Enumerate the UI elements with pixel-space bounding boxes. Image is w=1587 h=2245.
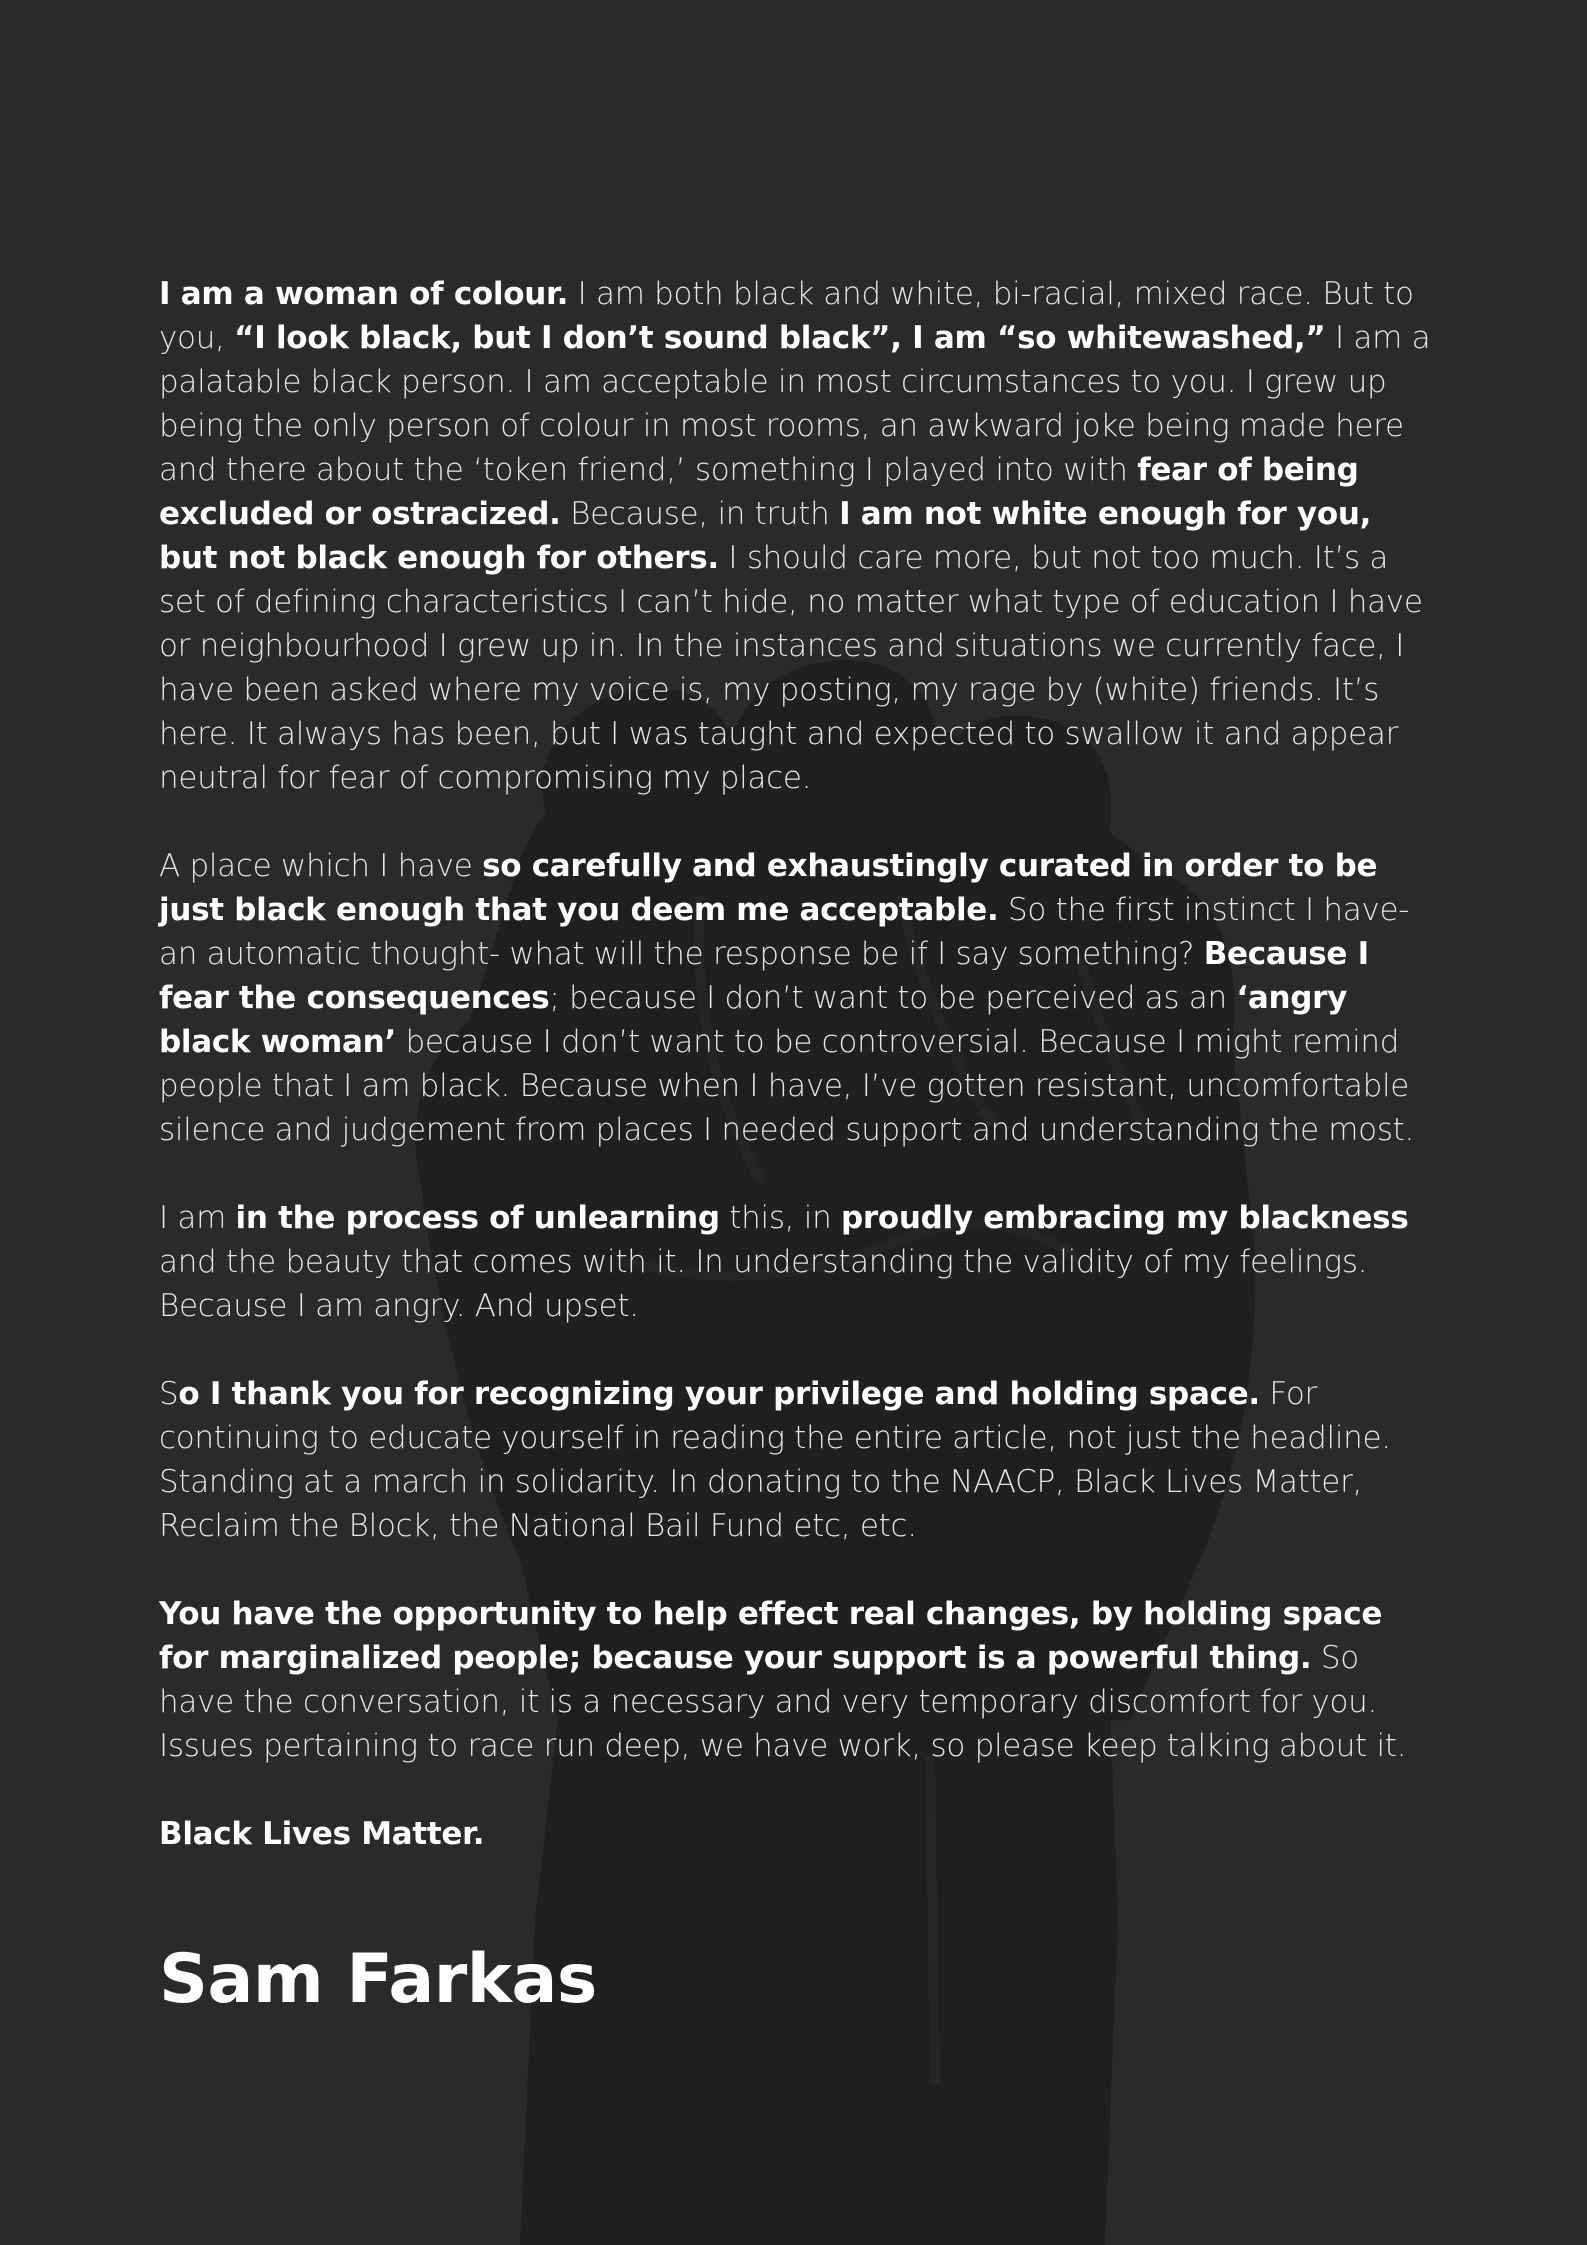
body-text: ; because I don’t want to be perceived as an: [549, 980, 1237, 1016]
emphasis-text: so carefully and exhaustingly curated in order to be just black enough that you deem me acceptable.: [159, 848, 1378, 928]
paragraph-1: [159, 272, 1439, 800]
paragraph-5: [159, 1592, 1439, 1768]
emphasis-text: Black Lives Matter.: [159, 1816, 485, 1852]
emphasis-text: proudly embracing my blackness: [841, 1200, 1409, 1236]
paragraph-3: [159, 1196, 1439, 1328]
body-text: this, in: [719, 1200, 841, 1236]
letter-body: [159, 272, 1439, 2020]
emphasis-text: I am a woman of colour.: [159, 276, 569, 312]
emphasis-text: fear of being excluded or ostracized.: [159, 452, 1359, 532]
body-text: So have the conversation, it is a necessary and very temporary discomfort for you. Issues pertaining to race run deep, we have work, so please keep talking about it.: [159, 1640, 1407, 1764]
emphasis-text: in the process of unlearning: [235, 1200, 720, 1236]
emphasis-text: o I thank you for recognizing your privilege and holding space.: [178, 1376, 1260, 1412]
body-text: A place which I have: [159, 848, 483, 884]
body-text: I am: [159, 1200, 236, 1236]
emphasis-text: I am not white enough for you, but not black enough for others.: [159, 496, 1372, 576]
emphasis-text: “I look black, but I don’t sound black”, I am “so whitewashed,”: [234, 320, 1326, 356]
body-text: So the first instinct I have- an automatic thought- what will the response be if I say something?: [159, 892, 1410, 972]
signature: Sam Farkas: [159, 1940, 597, 2019]
body-text: and the beauty that comes with it. In understanding the validity of my feelings. Because I am angry. And upset.: [159, 1244, 1368, 1324]
body-text: S: [159, 1376, 179, 1412]
body-text: I am a palatable black person. I am acceptable in most circumstances to you. I grew up being the only person of colour in most rooms, an awkward joke being made here and there about the ‘token friend,’ something I played into with: [159, 320, 1431, 488]
emphasis-text: ‘angry black woman’: [159, 980, 1348, 1060]
closing-line: [159, 1812, 1439, 1856]
paragraph-4: [159, 1372, 1439, 1548]
paragraph-2: [159, 844, 1439, 1152]
body-text: I should care more, but not too much. It’s a set of defining characteristics I can’t hide, no matter what type of education I have or neighbourhood I grew up in. In the instances and situations we currently face, I have been asked where my voice is, my posting, my rage by (white) friends. It’s here. It always has been, but I was taught and expected to swallow it and appear neutral for fear of compromising my place.: [159, 540, 1423, 796]
emphasis-text: You have the opportunity to help effect real changes, by holding space for marginalized people; because your support is a powerful thing.: [159, 1596, 1383, 1676]
body-text: because I don’t want to be controversial. Because I might remind people that I am black. Because when I have, I’ve gotten resistant, uncomfortable silence and judgement from places I needed support and understanding the most.: [159, 1024, 1415, 1148]
emphasis-text: Because I fear the consequences: [159, 936, 1369, 1016]
body-text: For continuing to educate yourself in reading the entire article, not just the headline. Standing at a march in solidarity. In donating to the NAACP, Black Lives Matter, Reclaim the Block, the National Bail Fund etc, etc.: [159, 1376, 1391, 1544]
body-text: I am both black and white, bi-racial, mixed race. But to you,: [159, 276, 1414, 356]
body-text: Because, in truth: [560, 496, 840, 532]
